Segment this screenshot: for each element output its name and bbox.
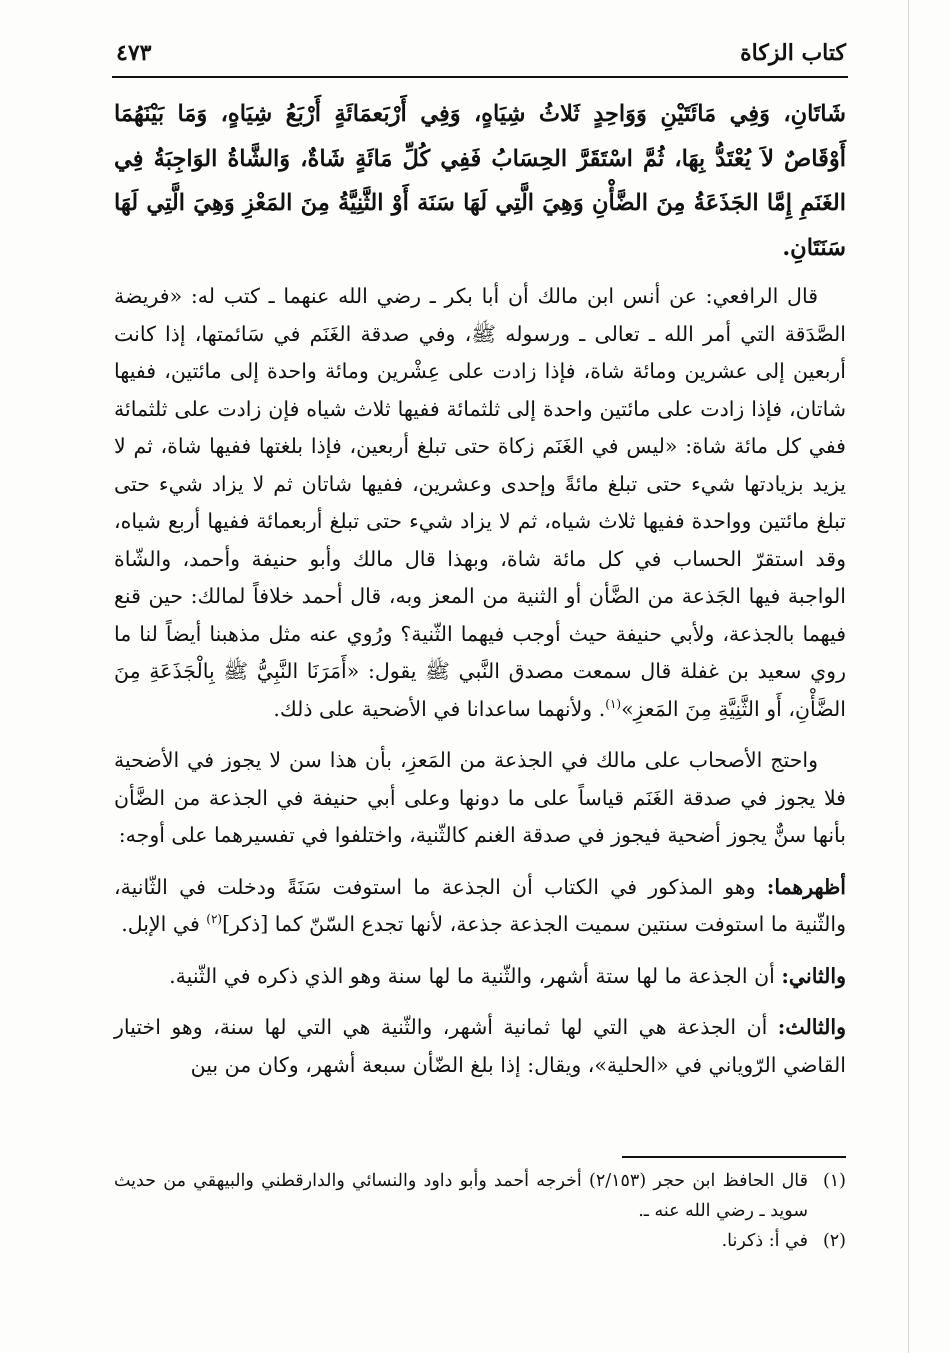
paragraph-second-view <box>114 958 846 996</box>
paragraph-ashab: واحتج الأصحاب على مالك في الجذعة من المَعزِ، بأن هذا سن لا يجوز في الأضحية فلا يجوز في صدقة الغَنَم قياساً على ما دونها وعلى أبي حنيفة في الجذعة من الضَّأن بأنها سنٌّ يجوز أضحية فيجوز في صدقة الغنم كالثّنية، واختلفوا في تفسيرهما على أوجه: <box>114 748 846 847</box>
third-view-text: أن الجذعة هي التي لها ثمانية أشهر، والثّنية هي التي لها سنة، وهو اختيار القاضي الرّوياني في «الحلية»، ويقال: إذا بلغ الضّأن سبعة أشهر، وكان من بين <box>114 1015 846 1077</box>
main-text <box>114 92 846 1098</box>
footnote-text: قال الحافظ ابن حجر (٢/١٥٣) أخرجه أحمد وأبو داود والنسائي والدارقطني والبيهقي من حديث سويد ـ رضي الله عنه ـ. <box>114 1171 808 1221</box>
footnote-number: (١) <box>822 1171 846 1191</box>
chapter-title: كتاب الزكاة <box>740 40 846 66</box>
scan-edge-line <box>908 0 909 1353</box>
header-divider <box>112 76 848 78</box>
footnote-ref-2[interactable]: (٢) <box>206 912 223 927</box>
paragraph-rafii <box>114 278 846 728</box>
first-view-text: وهو المذكور في الكتاب أن الجذعة ما استوفت سَنَةً ودخلت في الثّانية، والثّنية ما استوفت سنتين سميت الجذعة جذعة، لأنها تجدع السّنّ كما [ذكر] <box>114 874 846 936</box>
page-header <box>114 30 846 74</box>
footnotes <box>114 1166 846 1256</box>
footnote-number: (٢) <box>822 1231 846 1251</box>
paragraph-rafii-text: قال الرافعي: عن أنس ابن مالك أن أبا بكر ـ رضي الله عنهما ـ كتب له: «فريضة الصَّدَقة التي أمر الله ـ تعالى ـ ورسوله ﷺ، وفي صدقة الغَنَم في سَائمتها، إذا كانت أربعين إلى عشرين ومائة شاة، فإذا زادت على عِشْرين ومائة واحدة إلى مائتين، ففيها شاتان، فإذا زادت على مائتين واحدة إلى ثلثمائة ففيها ثلاث شياه فإن زادت على ثلثمائة ففي كل مائة شاة: «ليس في الغَنَم زكاة حتى تبلغ أربعين، فإذا بلغتها ففيها شاة، ثم لا يزيد بزيادتها شيء حتى تبلغ مائةً وإحدى وعشرين، ففيها شاتان ثم لا يزاد شيء حتى تبلغ مائتين وواحدة ففيها ثلاث شياه، ثم لا يزاد شيء حتى تبلغ أربعمائة ففيها أربع شياه، وقد استقرّ الحساب في كل مائة شاة، وبهذا قال مالك وأبو حنيفة وأحمد، والشّاة الواجبة فيها الجَذعة من الضَّأن أو الثنية من المعز وبه، قال أحمد خلافاً لمالك: حين قنع فيهما بالجذعة، ولأبي حنيفة حيث أوجب فيهما الثّنية؟ ورُوي عنه مثل مذهبنا أيضاً لنا ما روي سعيد بن غفلة قال سمعت مصدق النَّبي ﷺ يقول: «أَمَرَنَا النَّبِيُّ ﷺ بِالْجَذَعَةِ مِنَ الضَّأْنِ، أَو الثَّنِيَّةِ مِنَ المَعزِ» <box>114 284 846 721</box>
paragraph-rafii-tail: . ولأنهما ساعدانا في الأضحية على ذلك. <box>273 696 606 721</box>
hadith-text: شَاتَانِ، وَفِي مَائَتَيْنِ وَوَاحِدٍ ثَلاثُ شِيَاهٍ، وَفِي أَرْبَعمَائَةٍ أَرْبَعُ شِيَاهٍ، وَمَا بَيْنَهُمَا أَوْقَاصٌ لاَ يُعْتَدُّ بِهَا، ثُمَّ اسْتَقَرَّ الحِسَابُ فَفِي كُلِّ مَائَةٍ شَاةٌ، وَالشَّاةُ الوَاجِبَةُ فِي الغَنَمِ إِمَّا الجَذَعَةُ مِنَ الضَّأْنِ وَهِيَ الَّتِي لَهَا سَنَة أَوْ الثَّنِيَّةُ مِنَ المَعْزِ وَهِيَ الَّتِي لَهَا سَنَتَانِ. <box>114 101 846 261</box>
paragraph-first-view <box>114 869 846 944</box>
footnote-divider <box>622 1156 846 1158</box>
footnote-1 <box>114 1166 846 1226</box>
paragraph-third-view <box>114 1009 846 1084</box>
first-view-heading: أظهرهما: <box>766 874 846 899</box>
third-view-heading: والثالث: <box>777 1015 846 1039</box>
footnote-2 <box>114 1226 846 1256</box>
second-view-text: أن الجذعة ما لها ستة أشهر، والثّنية ما لها سنة وهو الذي ذكره في الثّنية. <box>169 963 782 988</box>
page-number: ٤٧٣ <box>116 40 152 66</box>
first-view-tail: في الإبل. <box>121 912 207 936</box>
footnote-ref-1[interactable]: (١) <box>605 696 622 711</box>
footnote-text: في أ: ذكرنا. <box>721 1231 808 1251</box>
second-view-heading: والثاني: <box>781 963 846 988</box>
